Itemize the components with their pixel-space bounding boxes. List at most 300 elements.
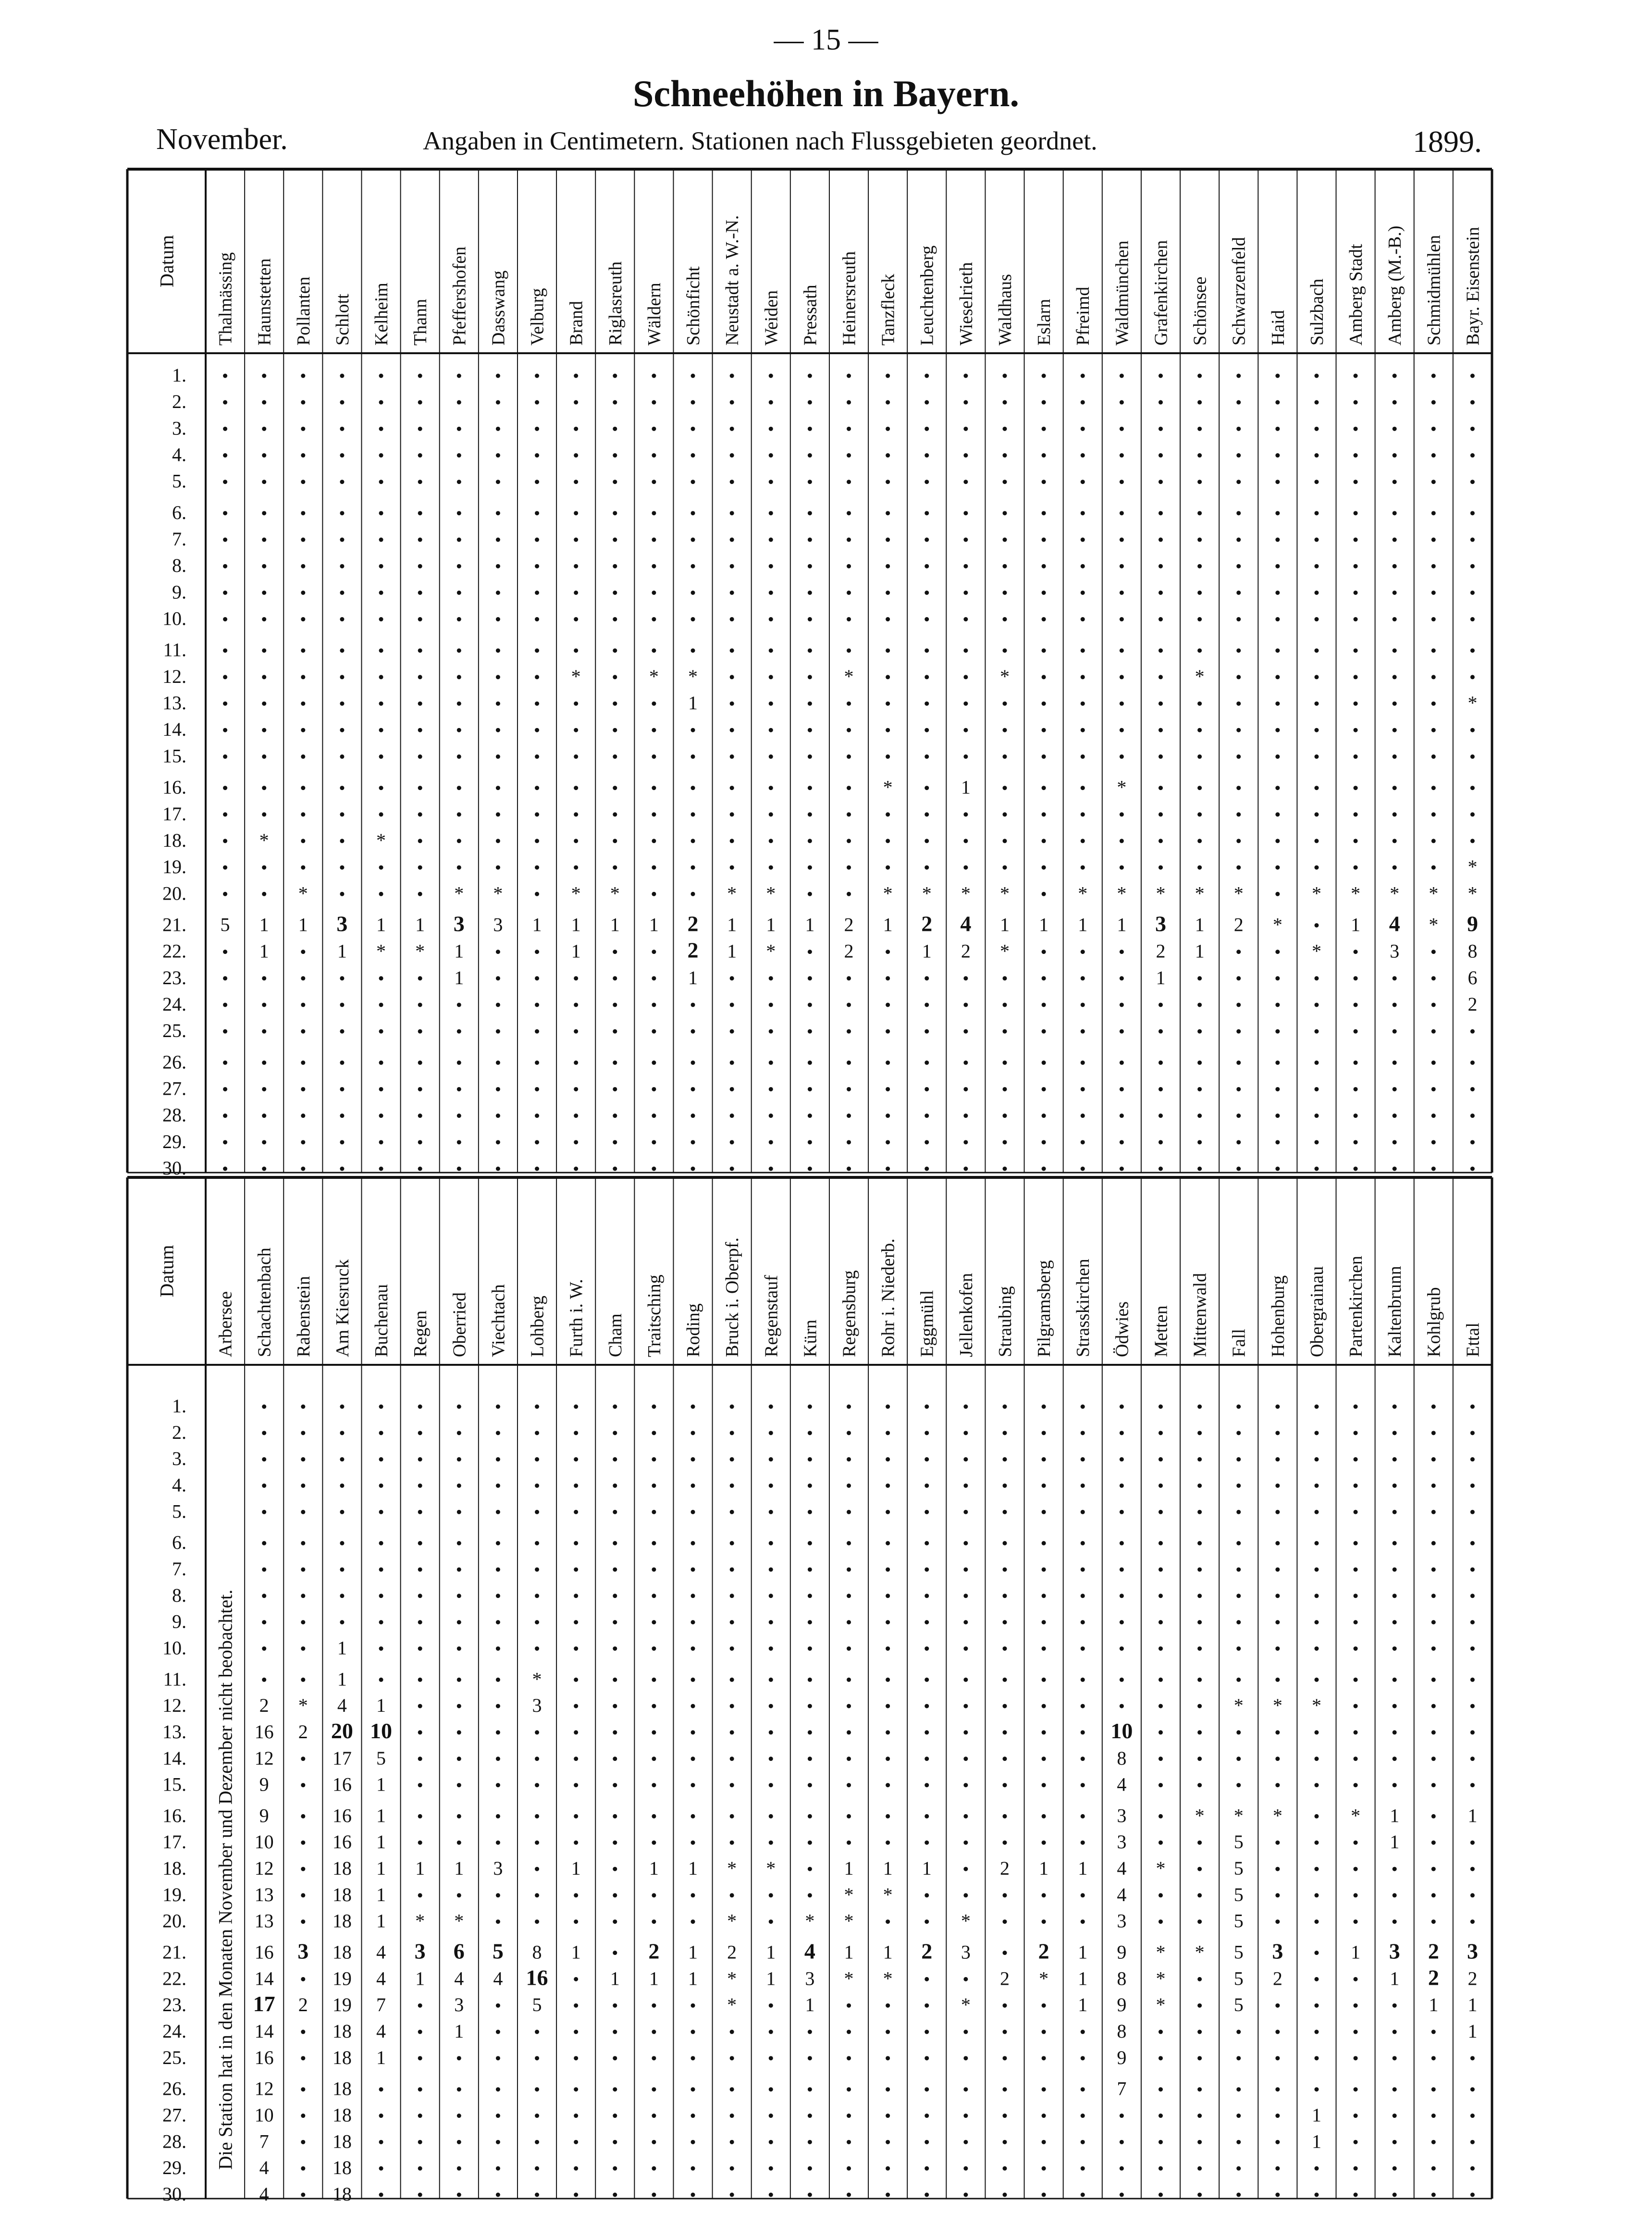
- table-cell-dot: [963, 754, 968, 759]
- table-cell-dot: [418, 1431, 422, 1435]
- table-cell-dot: [963, 1061, 968, 1065]
- table-cell-dot: [457, 400, 461, 405]
- table-cell-value: *: [1429, 882, 1439, 904]
- table-cell-dot: [925, 1029, 929, 1034]
- table-cell-dot: [1236, 1756, 1241, 1761]
- table-cell-dot: [963, 400, 968, 405]
- table-cell-dot: [1236, 374, 1241, 378]
- table-cell-dot: [223, 950, 227, 954]
- table-cell-dot: [1159, 754, 1163, 759]
- table-cell-dot: [340, 591, 344, 595]
- table-cell-dot: [1120, 1140, 1124, 1144]
- table-cell-dot: [262, 754, 266, 759]
- table-cell-dot: [1275, 1167, 1280, 1171]
- date-label: 4.: [172, 444, 186, 466]
- date-label: 26.: [162, 2078, 186, 2100]
- table-cell-dot: [925, 1002, 929, 1007]
- table-cell-dot: [808, 2087, 812, 2091]
- table-cell-dot: [925, 1567, 929, 1571]
- table-cell-dot: [925, 564, 929, 569]
- table-cell-value: 5: [1233, 1967, 1244, 1990]
- table-cell-dot: [1314, 1756, 1319, 1761]
- table-cell-dot: [808, 1167, 812, 1171]
- table-cell-dot: [457, 1510, 461, 1514]
- table-cell-dot: [1393, 1029, 1397, 1034]
- table-cell-dot: [1120, 2193, 1124, 2197]
- table-cell-dot: [1431, 1087, 1436, 1091]
- table-cell-dot: [1081, 1484, 1085, 1488]
- table-cell-dot: [1354, 1867, 1358, 1871]
- table-cell-dot: [379, 1140, 383, 1144]
- table-cell-dot: [496, 839, 500, 843]
- table-cell-dot: [808, 1594, 812, 1598]
- table-cell-dot: [652, 1510, 656, 1514]
- table-cell-dot: [1236, 1405, 1241, 1409]
- table-cell-dot: [418, 648, 422, 653]
- table-cell-value: *: [1078, 882, 1088, 904]
- table-cell-dot: [1314, 2087, 1319, 2091]
- table-cell-value: 3: [1389, 1939, 1400, 1964]
- table-cell-dot: [1197, 1841, 1202, 1845]
- table-cell-dot: [691, 892, 695, 896]
- table-cell-dot: [769, 400, 773, 405]
- table-cell-dot: [769, 1783, 773, 1787]
- table-cell-dot: [730, 511, 734, 515]
- table-cell-value: 2: [1428, 1939, 1439, 1964]
- table-cell-dot: [1431, 1867, 1436, 1871]
- table-cell-dot: [613, 453, 617, 458]
- table-cell-value: 2: [1467, 1967, 1478, 1990]
- table-cell-dot: [808, 1646, 812, 1651]
- table-cell-dot: [886, 2114, 890, 2118]
- table-cell-dot: [301, 728, 305, 732]
- table-cell-dot: [1002, 1484, 1007, 1488]
- station-name: Thann: [410, 298, 431, 346]
- table-cell-value: 10: [254, 2104, 274, 2126]
- table-cell-value: 5: [1233, 1857, 1244, 1880]
- table-cell-dot: [418, 591, 422, 595]
- table-cell-dot: [535, 1510, 539, 1514]
- table-cell-dot: [1431, 453, 1436, 458]
- table-cell-dot: [1393, 728, 1397, 732]
- table-cell-value: 5: [376, 1747, 386, 1769]
- table-cell-dot: [730, 1167, 734, 1171]
- table-cell-dot: [340, 1594, 344, 1598]
- table-cell-dot: [418, 2087, 422, 2091]
- table-cell-dot: [613, 2087, 617, 2091]
- table-cell-dot: [691, 1646, 695, 1651]
- table-cell-dot: [769, 786, 773, 790]
- table-cell-dot: [769, 702, 773, 706]
- table-cell-dot: [886, 950, 890, 954]
- table-cell-dot: [1042, 511, 1046, 515]
- table-cell-dot: [496, 950, 500, 954]
- table-cell-dot: [496, 1704, 500, 1708]
- table-cell-dot: [886, 812, 890, 816]
- table-cell-dot: [1236, 702, 1241, 706]
- table-cell-dot: [691, 453, 695, 458]
- table-cell-dot: [1354, 950, 1358, 954]
- table-cell-dot: [535, 648, 539, 653]
- table-cell-dot: [496, 1594, 500, 1598]
- table-cell-dot: [1470, 2087, 1475, 2091]
- table-cell-dot: [1275, 1867, 1280, 1871]
- table-cell-dot: [379, 1457, 383, 1461]
- table-cell-dot: [613, 812, 617, 816]
- page-year: 1899.: [1413, 124, 1482, 159]
- table-cell-dot: [1159, 453, 1163, 458]
- table-cell-dot: [925, 1510, 929, 1514]
- table-cell-dot: [1120, 1002, 1124, 1007]
- table-cell-dot: [1314, 2193, 1319, 2197]
- table-cell-dot: [769, 427, 773, 431]
- table-cell-dot: [691, 1029, 695, 1034]
- table-cell-dot: [457, 1620, 461, 1624]
- table-cell-dot: [379, 1510, 383, 1514]
- table-cell-value: 1: [454, 2020, 464, 2042]
- table-cell-dot: [925, 480, 929, 484]
- table-cell-dot: [379, 400, 383, 405]
- table-cell-dot: [262, 564, 266, 569]
- table-cell-dot: [457, 564, 461, 569]
- table-cell-value: 4: [1389, 911, 1400, 936]
- table-cell-dot: [418, 1029, 422, 1034]
- table-cell-dot: [1431, 1002, 1436, 1007]
- table-cell-value: *: [1156, 1857, 1166, 1880]
- table-cell-dot: [1393, 1867, 1397, 1871]
- table-cell-dot: [535, 1002, 539, 1007]
- table-cell-value: *: [1156, 1941, 1166, 1963]
- table-cell-dot: [1236, 1061, 1241, 1065]
- table-cell-dot: [652, 564, 656, 569]
- table-cell-dot: [1354, 812, 1358, 816]
- table-cell-dot: [1314, 1002, 1319, 1007]
- table-cell-dot: [1081, 1620, 1085, 1624]
- table-cell-dot: [1431, 950, 1436, 954]
- table-cell-dot: [847, 374, 851, 378]
- table-cell-dot: [963, 866, 968, 870]
- table-cell-value: *: [766, 882, 776, 904]
- table-cell-dot: [691, 2087, 695, 2091]
- table-cell-dot: [1431, 2114, 1436, 2118]
- table-cell-dot: [652, 1893, 656, 1897]
- table-cell-value: 6: [1467, 966, 1478, 989]
- table-cell-dot: [1002, 1405, 1007, 1409]
- table-cell-value: 1: [688, 1941, 698, 1963]
- table-cell-dot: [1081, 866, 1085, 870]
- table-cell-dot: [1120, 427, 1124, 431]
- table-cell-dot: [535, 374, 539, 378]
- table-cell-value: 5: [1233, 1941, 1244, 1963]
- table-cell-dot: [301, 400, 305, 405]
- table-cell-dot: [457, 1457, 461, 1461]
- table-cell-dot: [808, 976, 812, 980]
- table-cell-dot: [1236, 1002, 1241, 1007]
- table-cell-dot: [691, 1841, 695, 1845]
- table-cell-dot: [496, 1087, 500, 1091]
- table-cell-dot: [1354, 1756, 1358, 1761]
- table-cell-dot: [925, 1594, 929, 1598]
- table-cell-dot: [340, 675, 344, 679]
- table-cell-dot: [301, 1919, 305, 1924]
- table-cell-dot: [1354, 728, 1358, 732]
- table-cell-value: 4: [960, 911, 972, 936]
- table-cell-dot: [1470, 1594, 1475, 1598]
- table-cell-dot: [379, 1431, 383, 1435]
- station-name: Schachtenbach: [254, 1248, 275, 1357]
- table-cell-dot: [886, 1140, 890, 1144]
- table-cell-dot: [1159, 728, 1163, 732]
- table-cell-dot: [847, 1541, 851, 1546]
- table-cell-dot: [1275, 2056, 1280, 2060]
- table-cell-dot: [808, 480, 812, 484]
- table-cell-dot: [574, 2166, 578, 2171]
- table-cell-dot: [1470, 400, 1475, 405]
- table-cell-dot: [262, 1405, 266, 1409]
- table-cell-dot: [886, 1704, 890, 1708]
- table-cell-dot: [1314, 1510, 1319, 1514]
- table-cell-dot: [301, 427, 305, 431]
- table-cell-dot: [691, 1814, 695, 1818]
- table-cell-dot: [847, 1405, 851, 1409]
- table-cell-dot: [1314, 427, 1319, 431]
- table-cell-dot: [418, 453, 422, 458]
- table-cell-value: *: [1351, 1805, 1361, 1827]
- table-cell-dot: [1470, 1620, 1475, 1624]
- table-cell-dot: [691, 2056, 695, 2060]
- table-cell-dot: [613, 728, 617, 732]
- table-cell-dot: [1393, 617, 1397, 621]
- table-cell-value: 1: [1078, 1941, 1088, 1963]
- table-cell-value: 18: [332, 1910, 352, 1932]
- table-cell-dot: [1236, 2114, 1241, 2118]
- table-cell-dot: [808, 427, 812, 431]
- table-cell-dot: [574, 480, 578, 484]
- table-cell-dot: [301, 1029, 305, 1034]
- table-cell-dot: [340, 1061, 344, 1065]
- table-cell-dot: [1042, 1841, 1046, 1845]
- table-cell-dot: [1354, 2087, 1358, 2091]
- table-cell-dot: [1431, 1678, 1436, 1682]
- table-cell-value: 1: [1351, 914, 1361, 936]
- table-cell-dot: [379, 866, 383, 870]
- table-cell-dot: [769, 648, 773, 653]
- table-cell-dot: [574, 1087, 578, 1091]
- table-cell-dot: [925, 1431, 929, 1435]
- table-cell-dot: [418, 1783, 422, 1787]
- table-cell-value: 1: [1467, 2020, 1478, 2042]
- table-cell-dot: [1002, 2114, 1007, 2118]
- table-cell-value: 9: [1117, 2046, 1127, 2068]
- table-cell-dot: [1393, 1140, 1397, 1144]
- table-cell-dot: [1354, 427, 1358, 431]
- table-cell-dot: [1393, 1620, 1397, 1624]
- table-cell-value: 2: [961, 940, 971, 962]
- table-cell-dot: [691, 591, 695, 595]
- table-cell-dot: [925, 1678, 929, 1682]
- table-cell-dot: [1275, 1730, 1280, 1734]
- table-cell-dot: [1275, 1087, 1280, 1091]
- station-name: Viechtach: [488, 1284, 509, 1357]
- table-cell-dot: [652, 1002, 656, 1007]
- table-cell-dot: [340, 1541, 344, 1546]
- table-cell-dot: [963, 453, 968, 458]
- table-cell-dot: [340, 480, 344, 484]
- table-cell-dot: [1275, 2030, 1280, 2034]
- table-cell-dot: [1354, 1620, 1358, 1624]
- table-cell-dot: [1159, 2056, 1163, 2060]
- table-cell-dot: [730, 2193, 734, 2197]
- table-cell-dot: [418, 538, 422, 542]
- table-cell-dot: [652, 2166, 656, 2171]
- table-cell-dot: [1275, 2193, 1280, 2197]
- date-label: 4.: [172, 1474, 186, 1496]
- table-cell-dot: [379, 976, 383, 980]
- table-cell-dot: [496, 2166, 500, 2171]
- table-cell-value: 1: [1195, 940, 1205, 962]
- table-cell-dot: [1314, 1919, 1319, 1924]
- station-name: Bayr. Eisenstein: [1463, 227, 1483, 346]
- table-cell-dot: [847, 617, 851, 621]
- table-cell-dot: [535, 427, 539, 431]
- table-cell-dot: [1354, 1678, 1358, 1682]
- table-cell-dot: [574, 2193, 578, 2197]
- table-cell-dot: [496, 374, 500, 378]
- table-cell-dot: [808, 728, 812, 732]
- table-cell-dot: [535, 1567, 539, 1571]
- table-cell-dot: [535, 400, 539, 405]
- table-cell-dot: [925, 2193, 929, 2197]
- table-cell-dot: [535, 1919, 539, 1924]
- table-cell-dot: [963, 1167, 968, 1171]
- table-cell-dot: [769, 1594, 773, 1598]
- table-cell-value: 13: [254, 1910, 274, 1932]
- table-cell-dot: [1431, 591, 1436, 595]
- table-cell-dot: [535, 1484, 539, 1488]
- table-cell-dot: [418, 2114, 422, 2118]
- table-cell-dot: [1159, 591, 1163, 595]
- table-cell-dot: [1470, 1140, 1475, 1144]
- table-cell-dot: [496, 2056, 500, 2060]
- table-cell-dot: [1431, 1919, 1436, 1924]
- table-cell-value: 4: [493, 1967, 503, 1990]
- table-cell-dot: [379, 1541, 383, 1546]
- table-cell-dot: [886, 1620, 890, 1624]
- table-cell-dot: [340, 453, 344, 458]
- table-cell-value: *: [1351, 882, 1361, 904]
- table-cell-dot: [1470, 1457, 1475, 1461]
- table-cell-dot: [262, 866, 266, 870]
- table-cell-dot: [769, 1756, 773, 1761]
- table-cell-dot: [496, 1405, 500, 1409]
- station-name: Grafenkirchen: [1151, 240, 1171, 346]
- table-cell-dot: [613, 1405, 617, 1409]
- table-cell-dot: [1354, 1113, 1358, 1118]
- table-cell-dot: [1197, 1594, 1202, 1598]
- table-cell-value: 12: [254, 1857, 274, 1880]
- table-cell-dot: [1275, 675, 1280, 679]
- table-cell-dot: [1431, 564, 1436, 569]
- table-cell-dot: [340, 1002, 344, 1007]
- table-cell-value: *: [727, 1967, 737, 1990]
- table-cell-dot: [457, 1704, 461, 1708]
- table-cell-dot: [769, 1484, 773, 1488]
- station-name: Schönficht: [683, 266, 704, 346]
- table-cell-dot: [1236, 538, 1241, 542]
- table-cell-dot: [340, 1484, 344, 1488]
- table-cell-dot: [418, 1841, 422, 1845]
- table-cell-dot: [1042, 1140, 1046, 1144]
- table-cell-dot: [1236, 2030, 1241, 2034]
- table-cell-dot: [301, 2140, 305, 2144]
- station-name: Waldmünchen: [1112, 240, 1133, 346]
- table-cell-dot: [535, 754, 539, 759]
- table-cell-dot: [379, 675, 383, 679]
- table-cell-dot: [301, 1002, 305, 1007]
- station-name: Lohberg: [527, 1295, 548, 1357]
- table-cell-dot: [262, 1484, 266, 1488]
- table-cell-dot: [1042, 617, 1046, 621]
- table-cell-value: 18: [332, 1857, 352, 1880]
- table-cell-dot: [1470, 1405, 1475, 1409]
- table-cell-dot: [769, 1457, 773, 1461]
- table-cell-dot: [535, 2193, 539, 2197]
- table-cell-dot: [1314, 1951, 1319, 1955]
- table-cell-dot: [574, 1484, 578, 1488]
- table-cell-dot: [574, 1457, 578, 1461]
- table-cell-dot: [1470, 1061, 1475, 1065]
- table-cell-dot: [340, 812, 344, 816]
- table-cell-dot: [613, 1704, 617, 1708]
- table-cell-dot: [1470, 1841, 1475, 1845]
- table-cell-dot: [496, 812, 500, 816]
- table-cell-value: 2: [648, 1939, 660, 1964]
- table-cell-dot: [769, 1431, 773, 1435]
- table-cell-dot: [847, 591, 851, 595]
- table-cell-dot: [769, 2003, 773, 2008]
- station-name: Amberg Stadt: [1346, 244, 1367, 346]
- table-cell-dot: [691, 1756, 695, 1761]
- table-cell-dot: [574, 1140, 578, 1144]
- table-cell-dot: [1002, 648, 1007, 653]
- table-cell-dot: [223, 648, 227, 653]
- table-cell-dot: [963, 1594, 968, 1598]
- table-cell-dot: [613, 1167, 617, 1171]
- table-cell-dot: [1314, 728, 1319, 732]
- table-cell-dot: [1354, 1029, 1358, 1034]
- date-label: 17.: [162, 1831, 186, 1853]
- table-cell-dot: [1081, 950, 1085, 954]
- table-cell-dot: [613, 1594, 617, 1598]
- table-cell-dot: [652, 400, 656, 405]
- table-cell-dot: [574, 1594, 578, 1598]
- date-label: 24.: [162, 2020, 186, 2042]
- table-cell-dot: [808, 374, 812, 378]
- table-cell-dot: [1470, 1867, 1475, 1871]
- table-cell-dot: [1314, 2003, 1319, 2008]
- date-label: 28.: [162, 2130, 186, 2152]
- table-cell-dot: [808, 1783, 812, 1787]
- table-cell-dot: [730, 400, 734, 405]
- table-cell-dot: [769, 1510, 773, 1514]
- date-label: 3.: [172, 1447, 186, 1470]
- table-cell-dot: [301, 1140, 305, 1144]
- table-cell-dot: [769, 591, 773, 595]
- table-cell-dot: [1314, 866, 1319, 870]
- table-cell-value: 17: [253, 1991, 275, 2016]
- table-cell-dot: [1275, 754, 1280, 759]
- table-cell-value: 1: [376, 1883, 386, 1905]
